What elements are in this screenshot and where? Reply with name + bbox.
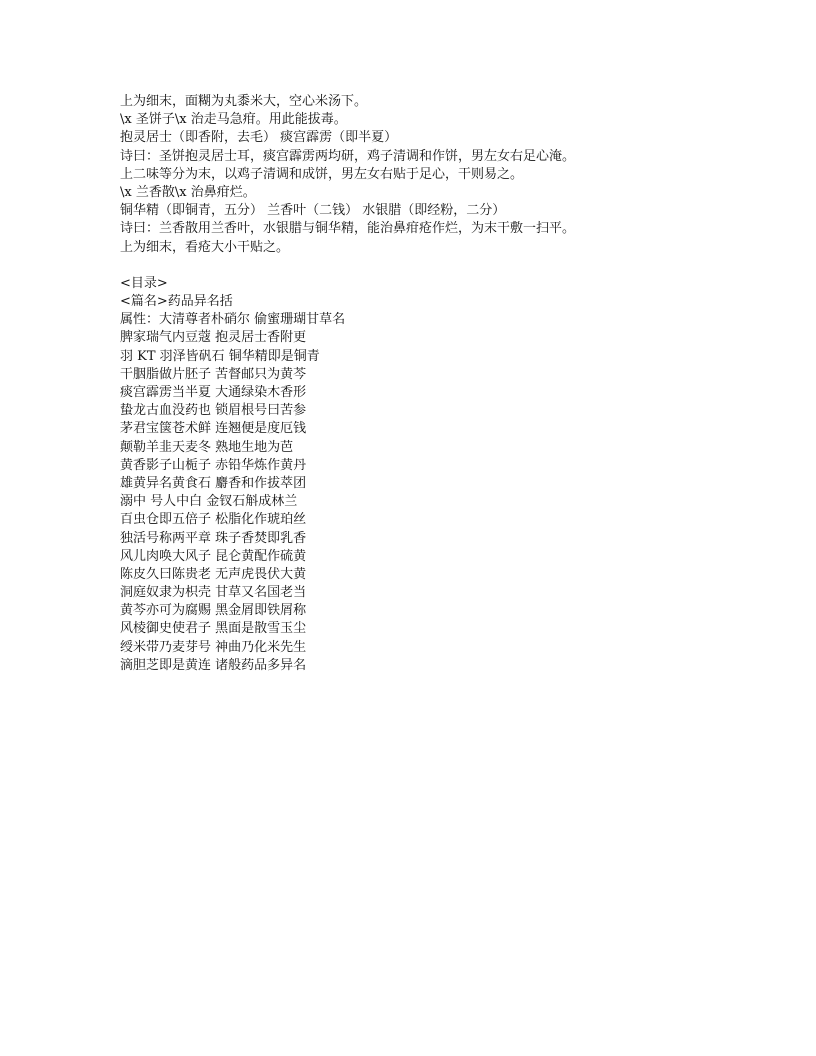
chapter-title: <篇名>药品异名括 [120,294,233,310]
blank-line [120,257,800,275]
verse-line: 羽 KT 羽泽皆矾石 铜华精即是铜青 [120,348,320,364]
verse-line: 属性：大清尊者朴硝尔 偷蜜珊瑚甘草名 [120,312,346,328]
formula-heading: \x 兰香散\x 治鼻疳烂。 [120,184,256,200]
verse-line: 蛰龙古血没药也 锁眉根号曰苦参 [120,403,307,419]
verse-line: 风棱御史使君子 黑面是散雪玉尘 [120,621,307,637]
ingredient-line: 抱灵居士（即香附，去毛） 痰宫霹雳（即半夏） [120,130,398,146]
text-line: 上二味等分为末，以鸡子清调和成饼，男左女右贴于足心，干则易之。 [120,166,524,182]
prescription-section [120,93,800,257]
drug-alias-section [120,275,800,675]
verse-line: 溺中 号人中白 金钗石斛成林兰 [120,494,298,510]
verse-line: 干胭脂做片胚子 苦督邮只为黄芩 [120,366,307,382]
verse-line: 陈皮久曰陈贵老 无声虎畏伏大黄 [120,566,307,582]
poem-line: 诗曰：圣饼抱灵居士耳，痰宫霹雳两均研，鸡子清调和作饼，男左女右足心淹。 [120,148,576,164]
ingredient-line: 铜华精（即铜青，五分） 兰香叶（二钱） 水银腊（即经粉，二分） [120,203,506,219]
text-line: 上为细末，面糊为丸黍米大，空心米汤下。 [120,94,368,109]
verse-line: 洞庭奴隶为枳壳 甘草又名国老当 [120,585,307,601]
verse-line: 独活号称两平章 珠子香焚即乳香 [120,530,307,546]
verse-line: 脾家瑞气内豆蔻 抱灵居士香附更 [120,330,307,346]
verse-line: 风儿肉唤大风子 昆仑黄配作硫黄 [120,548,307,564]
verse-line: 黄芩亦可为腐赐 黑金屑即铁屑称 [120,603,307,619]
formula-heading: \x 圣饼子\x 治走马急疳。用此能拔毒。 [120,112,347,128]
document-page [120,93,800,675]
verse-line: 滴胆芝即是黄连 诸般药品多异名 [120,657,307,673]
verse-line: 茅君宝箧苍术鲜 连翘便是度厄钱 [120,421,307,437]
verse-line: 黄香影子山栀子 赤铅华炼作黄丹 [120,457,307,473]
verse-line: 雄黄异名黄食石 麝香和作拔萃团 [120,475,307,491]
catalog-marker: <目录> [120,275,168,291]
text-line: 上为细末，看疮大小干贴之。 [120,239,290,255]
poem-line: 诗曰：兰香散用兰香叶，水银腊与铜华精，能治鼻疳疮作烂，为末干敷一扫平。 [120,221,576,237]
verse-line: 百虫仓即五倍子 松脂化作琥珀丝 [120,512,307,528]
verse-line: 痰宫霹雳当半夏 大通绿染木香形 [120,385,307,400]
verse-line: 颠勒羊韭天麦冬 熟地生地为芭 [120,439,294,455]
verse-line: 绶米带乃麦芽号 神曲乃化米先生 [120,639,307,655]
